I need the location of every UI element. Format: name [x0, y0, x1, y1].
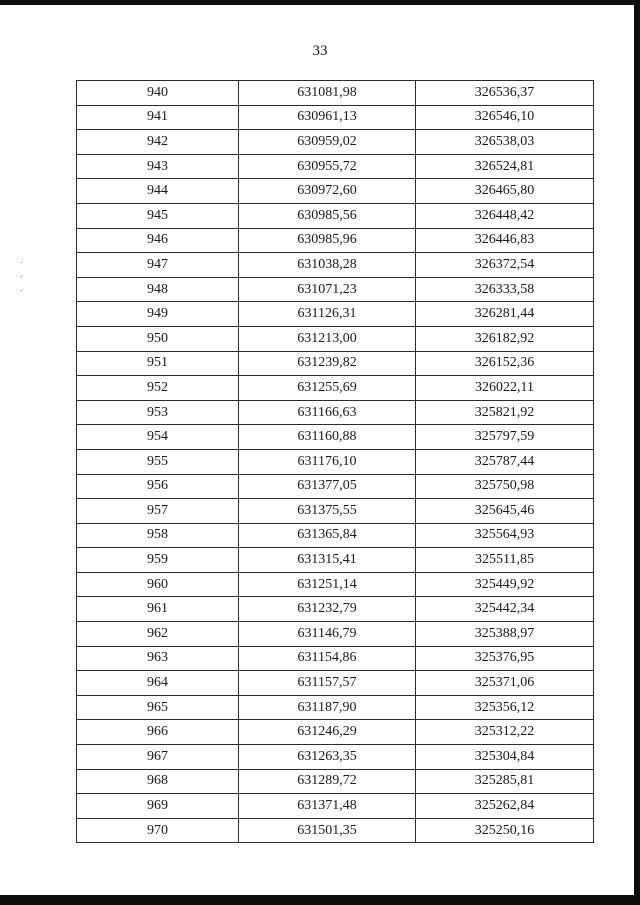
- table-row: [77, 523, 594, 548]
- y-coordinate-cell: 325312,22: [416, 720, 594, 745]
- x-coordinate-cell: 631246,29: [239, 720, 416, 745]
- y-coordinate-cell: 325376,95: [416, 646, 594, 671]
- table-row: [77, 745, 594, 770]
- point-number-cell: 949: [77, 302, 239, 327]
- y-coordinate-cell: 325821,92: [416, 400, 594, 425]
- y-coordinate-cell: 326536,37: [416, 81, 594, 106]
- point-number-cell: 969: [77, 794, 239, 819]
- x-coordinate-cell: 631365,84: [239, 523, 416, 548]
- x-coordinate-cell: 631371,48: [239, 794, 416, 819]
- point-number-cell: 967: [77, 745, 239, 770]
- table-row: [77, 203, 594, 228]
- table-row: [77, 277, 594, 302]
- x-coordinate-cell: 631166,63: [239, 400, 416, 425]
- table-row: [77, 228, 594, 253]
- x-coordinate-cell: 630955,72: [239, 154, 416, 179]
- x-coordinate-cell: 630972,60: [239, 179, 416, 204]
- y-coordinate-cell: 325564,93: [416, 523, 594, 548]
- point-number-cell: 941: [77, 105, 239, 130]
- point-number-cell: 940: [77, 81, 239, 106]
- scan-border-bottom: [0, 895, 640, 905]
- scan-speck: [21, 290, 22, 291]
- y-coordinate-cell: 325449,92: [416, 572, 594, 597]
- scan-speck: [21, 262, 22, 263]
- y-coordinate-cell: 325442,34: [416, 597, 594, 622]
- point-number-cell: 947: [77, 253, 239, 278]
- point-number-cell: 962: [77, 622, 239, 647]
- point-number-cell: 955: [77, 449, 239, 474]
- point-number-cell: 961: [77, 597, 239, 622]
- y-coordinate-cell: 326281,44: [416, 302, 594, 327]
- x-coordinate-cell: 631081,98: [239, 81, 416, 106]
- y-coordinate-cell: 326022,11: [416, 376, 594, 401]
- x-coordinate-cell: 631239,82: [239, 351, 416, 376]
- point-number-cell: 942: [77, 130, 239, 155]
- table-row: [77, 154, 594, 179]
- x-coordinate-cell: 631255,69: [239, 376, 416, 401]
- y-coordinate-cell: 325356,12: [416, 695, 594, 720]
- coordinates-table-body: [77, 81, 594, 843]
- table-row: [77, 376, 594, 401]
- point-number-cell: 959: [77, 548, 239, 573]
- table-row: [77, 179, 594, 204]
- point-number-cell: 952: [77, 376, 239, 401]
- point-number-cell: 951: [77, 351, 239, 376]
- table-row: [77, 105, 594, 130]
- y-coordinate-cell: 325371,06: [416, 671, 594, 696]
- table-row: [77, 400, 594, 425]
- y-coordinate-cell: 326524,81: [416, 154, 594, 179]
- table-row: [77, 769, 594, 794]
- table-row: [77, 499, 594, 524]
- x-coordinate-cell: 631126,31: [239, 302, 416, 327]
- table-row: [77, 818, 594, 843]
- point-number-cell: 960: [77, 572, 239, 597]
- x-coordinate-cell: 631289,72: [239, 769, 416, 794]
- y-coordinate-cell: 325787,44: [416, 449, 594, 474]
- table-row: [77, 302, 594, 327]
- x-coordinate-cell: 631375,55: [239, 499, 416, 524]
- page-number: 33: [312, 43, 328, 59]
- y-coordinate-cell: 325645,46: [416, 499, 594, 524]
- point-number-cell: 965: [77, 695, 239, 720]
- x-coordinate-cell: 631251,14: [239, 572, 416, 597]
- point-number-cell: 946: [77, 228, 239, 253]
- table-row: [77, 326, 594, 351]
- y-coordinate-cell: 325250,16: [416, 818, 594, 843]
- point-number-cell: 957: [77, 499, 239, 524]
- point-number-cell: 968: [77, 769, 239, 794]
- x-coordinate-cell: 631071,23: [239, 277, 416, 302]
- x-coordinate-cell: 631315,41: [239, 548, 416, 573]
- table-row: [77, 622, 594, 647]
- table-row: [77, 449, 594, 474]
- y-coordinate-cell: 326446,83: [416, 228, 594, 253]
- point-number-cell: 954: [77, 425, 239, 450]
- point-number-cell: 958: [77, 523, 239, 548]
- x-coordinate-cell: 631263,35: [239, 745, 416, 770]
- scan-speck: [21, 276, 22, 277]
- y-coordinate-cell: 325262,84: [416, 794, 594, 819]
- table-row: [77, 81, 594, 106]
- scan-border-top: [0, 0, 640, 5]
- y-coordinate-cell: 325285,81: [416, 769, 594, 794]
- point-number-cell: 970: [77, 818, 239, 843]
- x-coordinate-cell: 631160,88: [239, 425, 416, 450]
- point-number-cell: 944: [77, 179, 239, 204]
- y-coordinate-cell: 326538,03: [416, 130, 594, 155]
- x-coordinate-cell: 630985,56: [239, 203, 416, 228]
- y-coordinate-cell: 326465,80: [416, 179, 594, 204]
- x-coordinate-cell: 631213,00: [239, 326, 416, 351]
- point-number-cell: 966: [77, 720, 239, 745]
- y-coordinate-cell: 326152,36: [416, 351, 594, 376]
- x-coordinate-cell: 630985,96: [239, 228, 416, 253]
- table-row: [77, 253, 594, 278]
- y-coordinate-cell: 326182,92: [416, 326, 594, 351]
- point-number-cell: 948: [77, 277, 239, 302]
- table-row: [77, 572, 594, 597]
- x-coordinate-cell: 631187,90: [239, 695, 416, 720]
- table-row: [77, 425, 594, 450]
- x-coordinate-cell: 631154,86: [239, 646, 416, 671]
- x-coordinate-cell: 631157,57: [239, 671, 416, 696]
- table-row: [77, 794, 594, 819]
- y-coordinate-cell: 326333,58: [416, 277, 594, 302]
- x-coordinate-cell: 631176,10: [239, 449, 416, 474]
- y-coordinate-cell: 326448,42: [416, 203, 594, 228]
- point-number-cell: 963: [77, 646, 239, 671]
- point-number-cell: 950: [77, 326, 239, 351]
- x-coordinate-cell: 630961,13: [239, 105, 416, 130]
- table-row: [77, 646, 594, 671]
- table-row: [77, 597, 594, 622]
- x-coordinate-cell: 631501,35: [239, 818, 416, 843]
- table-row: [77, 695, 594, 720]
- y-coordinate-cell: 325304,84: [416, 745, 594, 770]
- y-coordinate-cell: 325511,85: [416, 548, 594, 573]
- table-row: [77, 720, 594, 745]
- point-number-cell: 956: [77, 474, 239, 499]
- point-number-cell: 943: [77, 154, 239, 179]
- x-coordinate-cell: 631038,28: [239, 253, 416, 278]
- table-row: [77, 474, 594, 499]
- table-row: [77, 130, 594, 155]
- point-number-cell: 953: [77, 400, 239, 425]
- table-row: [77, 351, 594, 376]
- y-coordinate-cell: 325797,59: [416, 425, 594, 450]
- point-number-cell: 964: [77, 671, 239, 696]
- x-coordinate-cell: 631377,05: [239, 474, 416, 499]
- x-coordinate-cell: 631146,79: [239, 622, 416, 647]
- x-coordinate-cell: 631232,79: [239, 597, 416, 622]
- y-coordinate-cell: 325750,98: [416, 474, 594, 499]
- y-coordinate-cell: 326372,54: [416, 253, 594, 278]
- scan-border-right: [634, 0, 640, 905]
- point-number-cell: 945: [77, 203, 239, 228]
- x-coordinate-cell: 630959,02: [239, 130, 416, 155]
- y-coordinate-cell: 326546,10: [416, 105, 594, 130]
- y-coordinate-cell: 325388,97: [416, 622, 594, 647]
- coordinates-table: [76, 80, 594, 843]
- table-row: [77, 671, 594, 696]
- table-row: [77, 548, 594, 573]
